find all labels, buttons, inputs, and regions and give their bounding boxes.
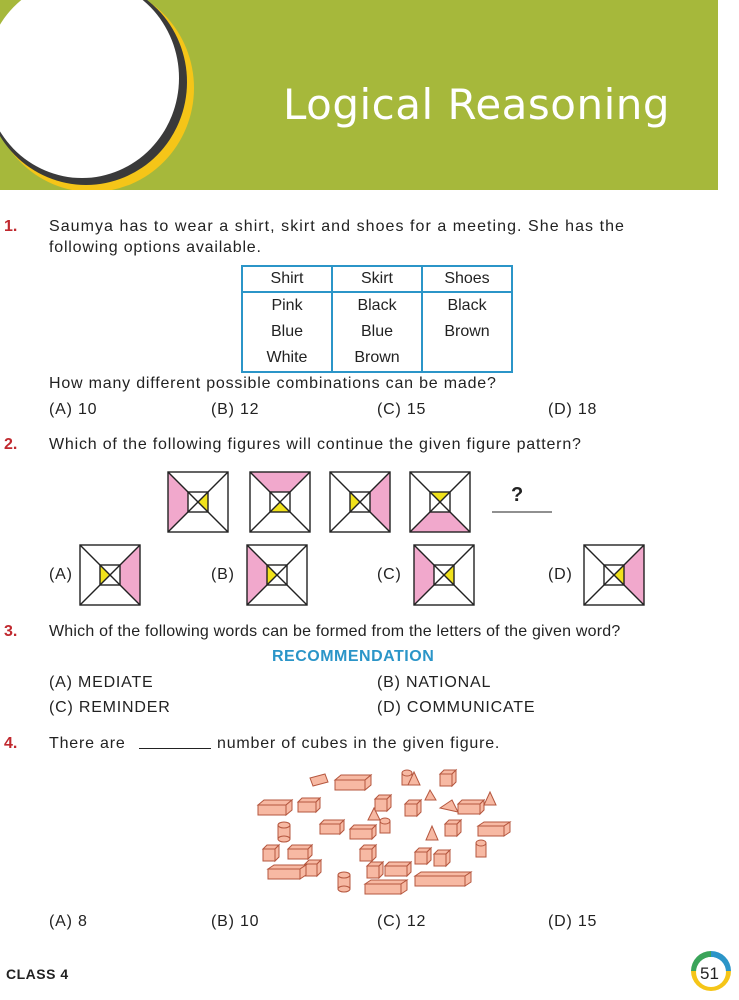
table-header: Skirt xyxy=(332,266,422,292)
class-label: CLASS 4 xyxy=(6,966,69,982)
option-a[interactable]: (A) MEDIATE xyxy=(49,674,154,691)
option-b-figure[interactable] xyxy=(247,545,307,605)
question-3-text: Which of the following words can be formed from the letters of the given word? xyxy=(49,623,621,640)
question-1-text-2: following options available. xyxy=(49,239,262,256)
header-banner xyxy=(0,0,718,190)
option-d-figure[interactable] xyxy=(584,545,644,605)
option-d[interactable]: (D) COMMUNICATE xyxy=(377,699,536,716)
option-b[interactable]: (B) 10 xyxy=(211,913,260,930)
option-c-figure[interactable] xyxy=(414,545,474,605)
option-a[interactable]: (A) 8 xyxy=(49,913,88,930)
figure-pattern-area xyxy=(0,460,739,610)
cube xyxy=(305,860,321,876)
pattern-figure-3 xyxy=(330,472,390,532)
question-4-text-start: There are xyxy=(49,735,126,752)
table-cell: Blue xyxy=(332,319,422,345)
option-c[interactable]: (C) 15 xyxy=(377,401,427,418)
page-title: Logical Reasoning xyxy=(283,80,671,129)
option-b[interactable]: (B) NATIONAL xyxy=(377,674,492,691)
cube xyxy=(375,795,391,811)
option-c[interactable]: (C) 12 xyxy=(377,913,427,930)
option-d[interactable]: (D) 18 xyxy=(548,401,598,418)
given-word: RECOMMENDATION xyxy=(272,648,435,665)
page-number: 51 xyxy=(700,964,719,983)
option-b[interactable]: (B) 12 xyxy=(211,401,260,418)
option-c[interactable]: (C) REMINDER xyxy=(49,699,171,716)
cube xyxy=(440,770,456,786)
option-d[interactable]: (D) 15 xyxy=(548,913,598,930)
table-cell: Black xyxy=(422,292,512,319)
table-header: Shirt xyxy=(242,266,332,292)
table-cell: Blue xyxy=(242,319,332,345)
question-2-text: Which of the following figures will continue the given figure pattern? xyxy=(49,436,582,453)
cube xyxy=(445,820,461,836)
cube xyxy=(360,845,376,861)
option-b-label[interactable]: (B) xyxy=(211,566,235,583)
cube xyxy=(367,862,383,878)
question-3-number: 3. xyxy=(4,623,18,640)
question-4-number: 4. xyxy=(4,735,18,752)
table-cell: Black xyxy=(332,292,422,319)
options-table xyxy=(241,265,513,373)
question-4-blank xyxy=(139,748,211,749)
question-1-text: Saumya has to wear a shirt, skirt and shoes for a meeting. She has the xyxy=(49,218,625,235)
pattern-question-mark: ? xyxy=(511,484,525,506)
question-1-number: 1. xyxy=(4,218,18,235)
table-cell: Brown xyxy=(332,345,422,372)
pattern-figure-4 xyxy=(410,472,470,532)
cube xyxy=(415,848,431,864)
question-1-subquestion: How many different possible combinations can be made? xyxy=(49,375,497,392)
option-a-label[interactable]: (A) xyxy=(49,566,73,583)
table-cell xyxy=(422,345,512,372)
option-a[interactable]: (A) 10 xyxy=(49,401,98,418)
cube xyxy=(434,850,450,866)
option-c-label[interactable]: (C) xyxy=(377,566,402,583)
question-4-text-end: number of cubes in the given figure. xyxy=(217,735,501,752)
table-header: Shoes xyxy=(422,266,512,292)
table-cell: Pink xyxy=(242,292,332,319)
question-2-number: 2. xyxy=(4,436,18,453)
table-cell: White xyxy=(242,345,332,372)
option-a-figure[interactable] xyxy=(80,545,140,605)
solids-figure xyxy=(250,760,520,900)
pattern-figure-2 xyxy=(250,472,310,532)
pattern-figure-1 xyxy=(168,472,228,532)
cube xyxy=(405,800,421,816)
table-cell: Brown xyxy=(422,319,512,345)
cube xyxy=(263,845,279,861)
option-d-label[interactable]: (D) xyxy=(548,566,573,583)
